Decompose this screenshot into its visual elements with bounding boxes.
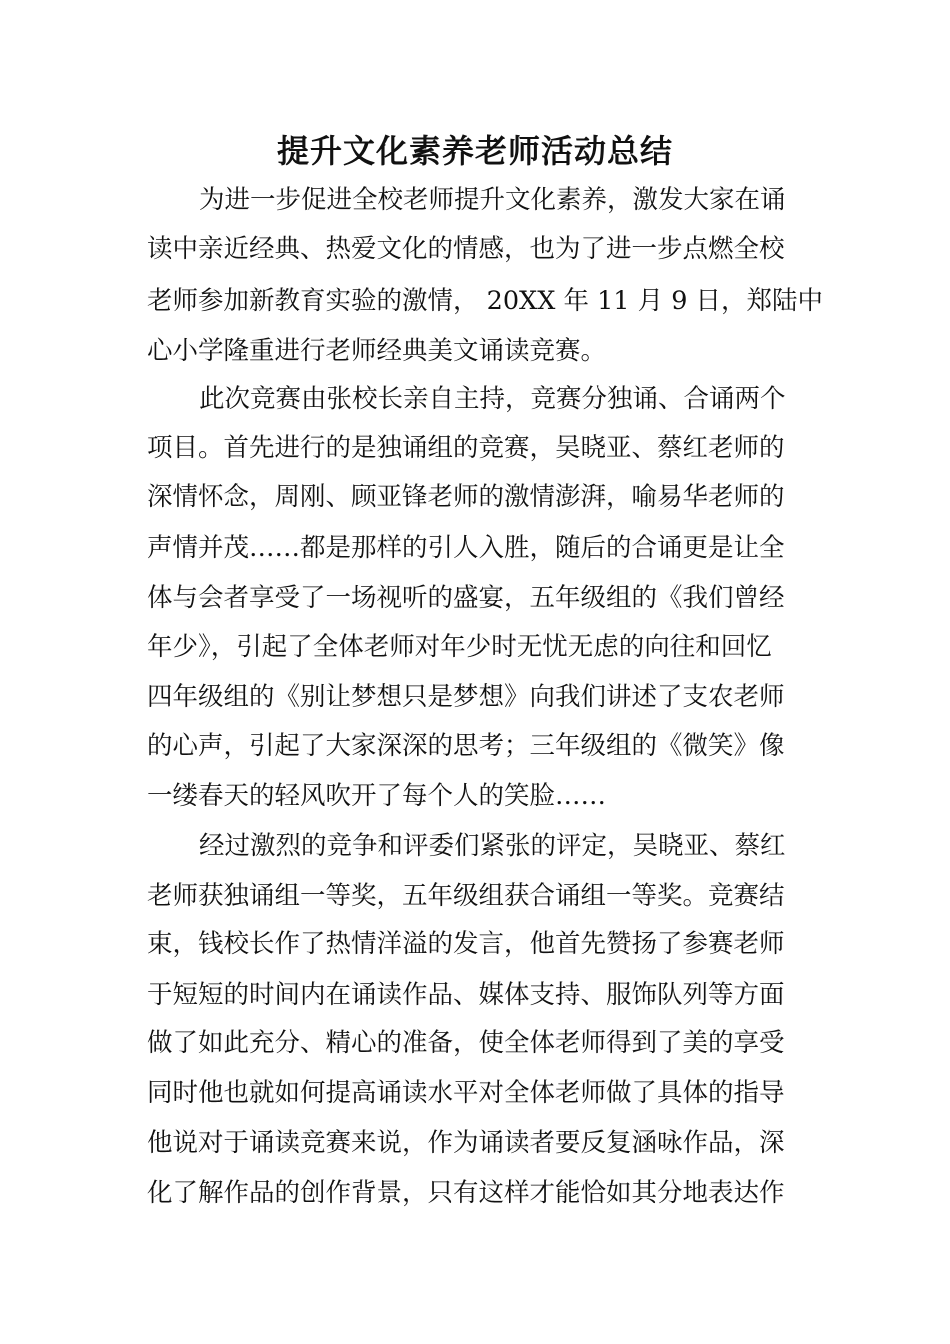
text-line-p1-4: 心小学隆重进行老师经典美文诵读竞赛。 xyxy=(147,336,607,366)
text-line-p3-6: 同时他也就如何提高诵读水平对全体老师做了具体的指导 xyxy=(147,1078,785,1108)
text-line-p3-5: 做了如此充分、精心的准备，使全体老师得到了美的享受 xyxy=(147,1028,785,1058)
text-line-p1-1: 为进一步促进全校老师提升文化素养，激发大家在诵 xyxy=(199,185,786,215)
text-line-p3-7: 他说对于诵读竞赛来说，作为诵读者要反复涵咏作品，深 xyxy=(147,1128,785,1158)
document-title: 提升文化素养老师活动总结 xyxy=(276,132,673,170)
text-line-p1-2: 读中亲近经典、热爱文化的情感，也为了进一步点燃全校 xyxy=(147,234,785,264)
text-line-p2-7: 四年级组的《别让梦想只是梦想》向我们讲述了支农老师 xyxy=(147,682,785,712)
text-line-p3-3: 束，钱校长作了热情洋溢的发言，他首先赞扬了参赛老师 xyxy=(147,929,785,959)
text-line-p2-4: 声情并茂……都是那样的引人入胜，随后的合诵更是让全 xyxy=(147,533,785,563)
text-line-p3-2: 老师获独诵组一等奖，五年级组获合诵组一等奖。竞赛结 xyxy=(147,881,785,911)
text-line-p2-5: 体与会者享受了一场视听的盛宴，五年级组的《我们曾经 xyxy=(147,583,785,613)
text-line-p2-3: 深情怀念，周刚、顾亚锋老师的激情澎湃，喻易华老师的 xyxy=(147,482,785,512)
text-line-p2-6: 年少》，引起了全体老师对年少时无忧无虑的向往和回忆 xyxy=(147,632,772,662)
text-line-p2-2: 项目。首先进行的是独诵组的竞赛，吴晓亚、蔡红老师的 xyxy=(147,433,785,463)
text-line-p1-3: 老师参加新教育实验的激情， 20XX 年 11 月 9 日，郑陆中 xyxy=(147,286,824,316)
text-line-p2-9: 一缕春天的轻风吹开了每个人的笑脸…… xyxy=(147,781,607,811)
text-line-p3-4: 于短短的时间内在诵读作品、媒体支持、服饰队列等方面 xyxy=(147,980,785,1010)
text-line-p2-8: 的心声，引起了大家深深的思考；三年级组的《微笑》像 xyxy=(147,731,785,761)
text-line-p3-1: 经过激烈的竞争和评委们紧张的评定，吴晓亚、蔡红 xyxy=(199,831,786,861)
text-line-p3-8: 化了解作品的创作背景，只有这样才能恰如其分地表达作 xyxy=(147,1178,785,1208)
text-line-p2-1: 此次竞赛由张校长亲自主持，竞赛分独诵、合诵两个 xyxy=(199,384,786,414)
